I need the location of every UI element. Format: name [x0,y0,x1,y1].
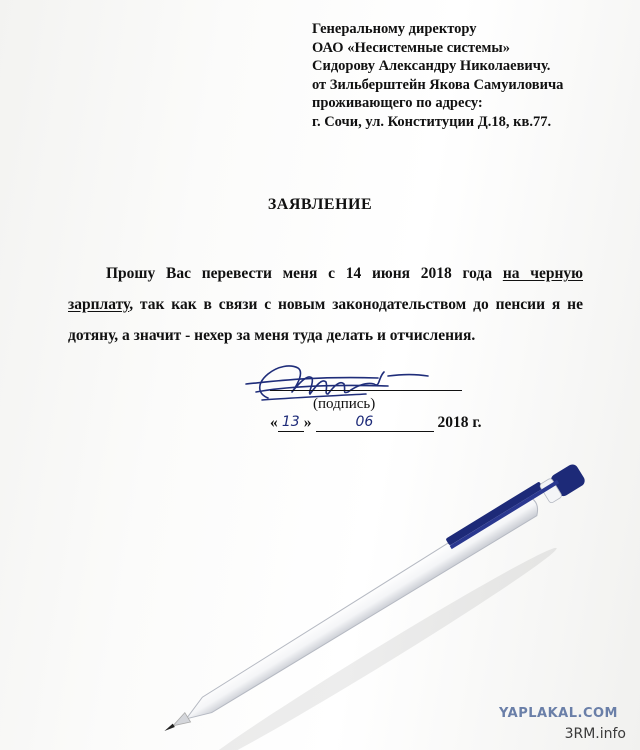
watermark-3rm: 3RM.info [564,726,626,742]
document-title: ЗАЯВЛЕНИЕ [267,196,373,213]
body-text-part2: , так как в связи с новым законодательством до пенсии я не дотяну, а значит - нехер за меня туда делать и отчисления. [68,296,583,344]
addressee-line: г. Сочи, ул. Конституции Д.18, кв.77. [312,113,552,130]
signature-caption: (подпись) [313,396,376,412]
addressee-line: Генеральному директору [312,21,477,37]
watermark-yaplakal: YAPLAKAL.COM [499,706,618,721]
date-open-quote: « [270,414,278,431]
addressee-line: ОАО «Несистемные системы» [312,39,510,56]
date-year: 2018 г. [437,414,482,431]
body-text-part1: Прошу Вас перевести меня с 14 июня 2018 года [106,265,503,282]
addressee-line: проживающего по адресу: [312,95,483,111]
body-text-underlined: на черную зарплату [68,265,583,313]
addressee-line: от Зильберштейн Якова Самуиловича [312,76,564,93]
date-close-quote: » [303,414,312,431]
addressee-line: Сидорову Александру Николаевичу. [312,58,551,74]
date-day: 13 [281,414,300,430]
date-month: 06 [355,414,374,430]
